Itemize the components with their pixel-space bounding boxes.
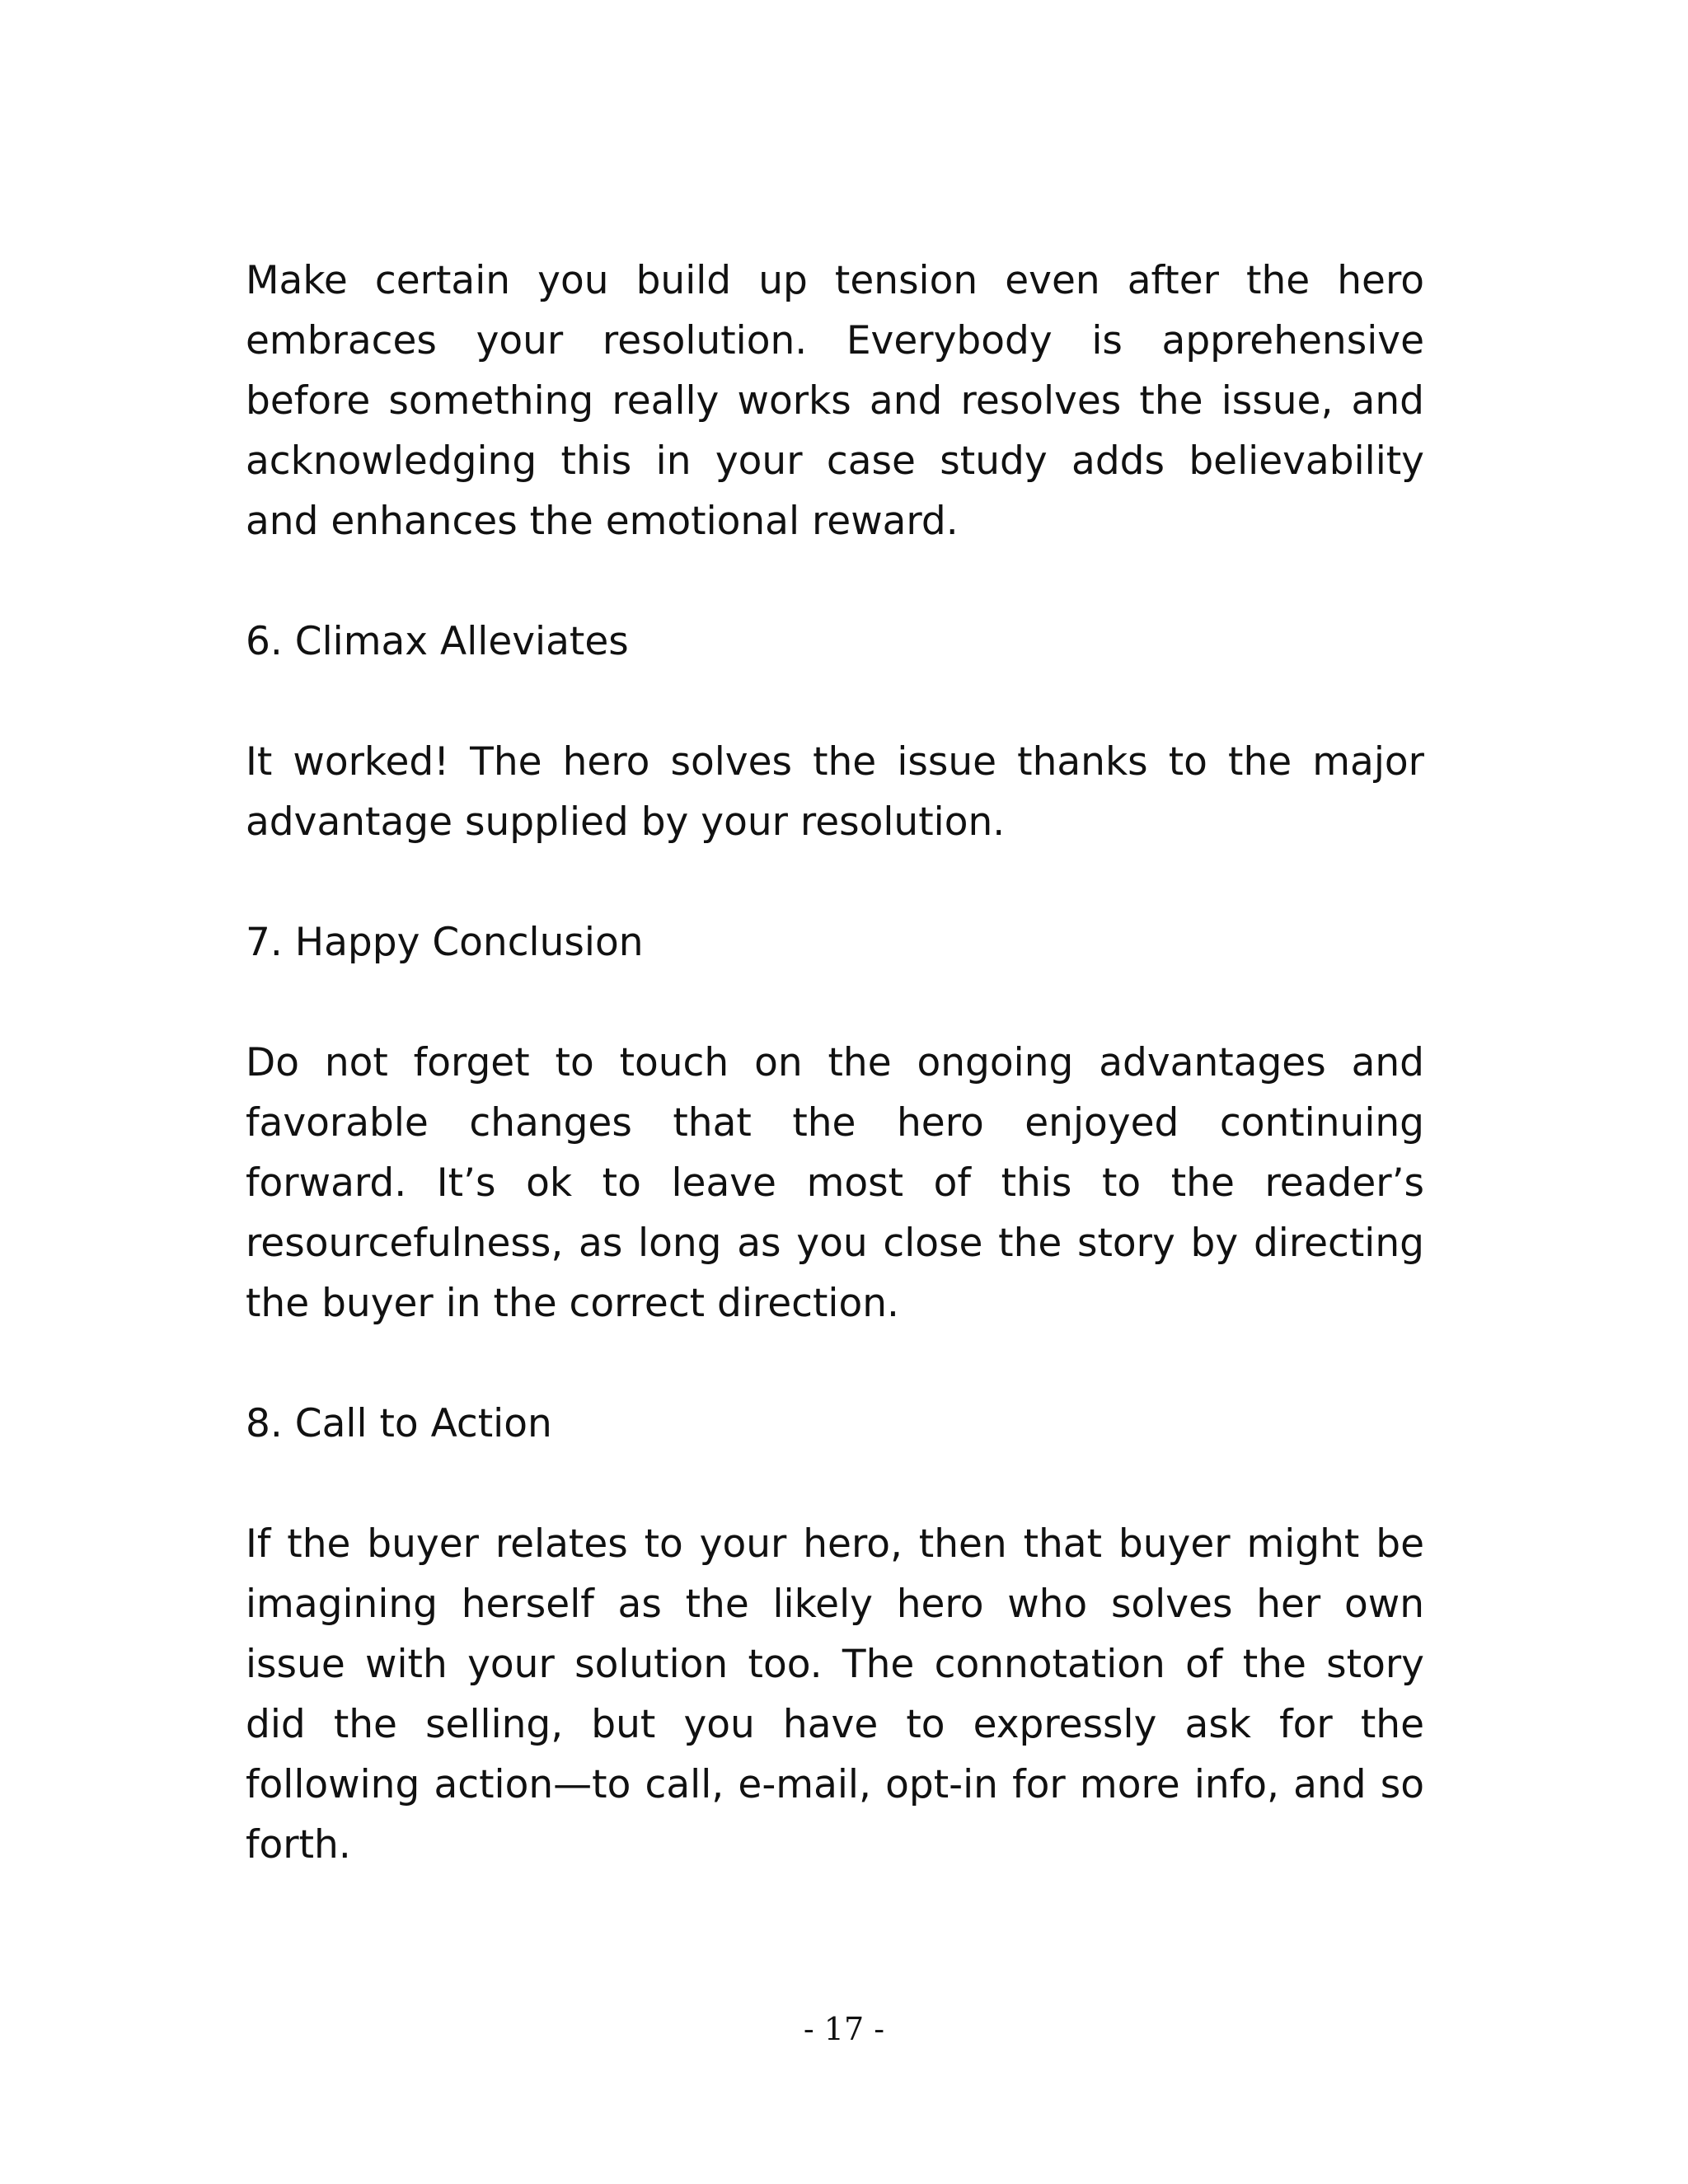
section-heading-climax: 6. Climax Alleviates [246, 619, 629, 664]
page-number: - 17 - [803, 2011, 885, 2047]
paragraph-conclusion: Do not forget to touch on the ongoing advantages and favorable changes that the hero enjoyed continuing forward. It’s ok to leave most of this to the reader’s resourcefulness, as long as you close the story by directing the buyer in the correct direction. [246, 1040, 1424, 1326]
section-heading-conclusion: 7. Happy Conclusion [246, 920, 644, 965]
page-body [246, 251, 1424, 1935]
paragraph-climax: It worked! The hero solves the issue thanks to the major advantage supplied by your resolution. [246, 739, 1424, 845]
paragraph-call-to-action: If the buyer relates to your hero, then that buyer might be imagining herself as the likely hero who solves her own issue with your solution too. The connotation of the story did the selling, but you have to expressly ask for the following action—to call, e-mail, opt-in for more info, and so forth. [246, 1521, 1424, 1868]
section-heading-call-to-action: 8. Call to Action [246, 1401, 552, 1446]
paragraph-tension: Make certain you build up tension even after the hero embraces your resolution. Everybody is apprehensive before something really works and resolves the issue, and acknowledging this in your case study adds believability and enhances the emotional reward. [246, 258, 1424, 544]
